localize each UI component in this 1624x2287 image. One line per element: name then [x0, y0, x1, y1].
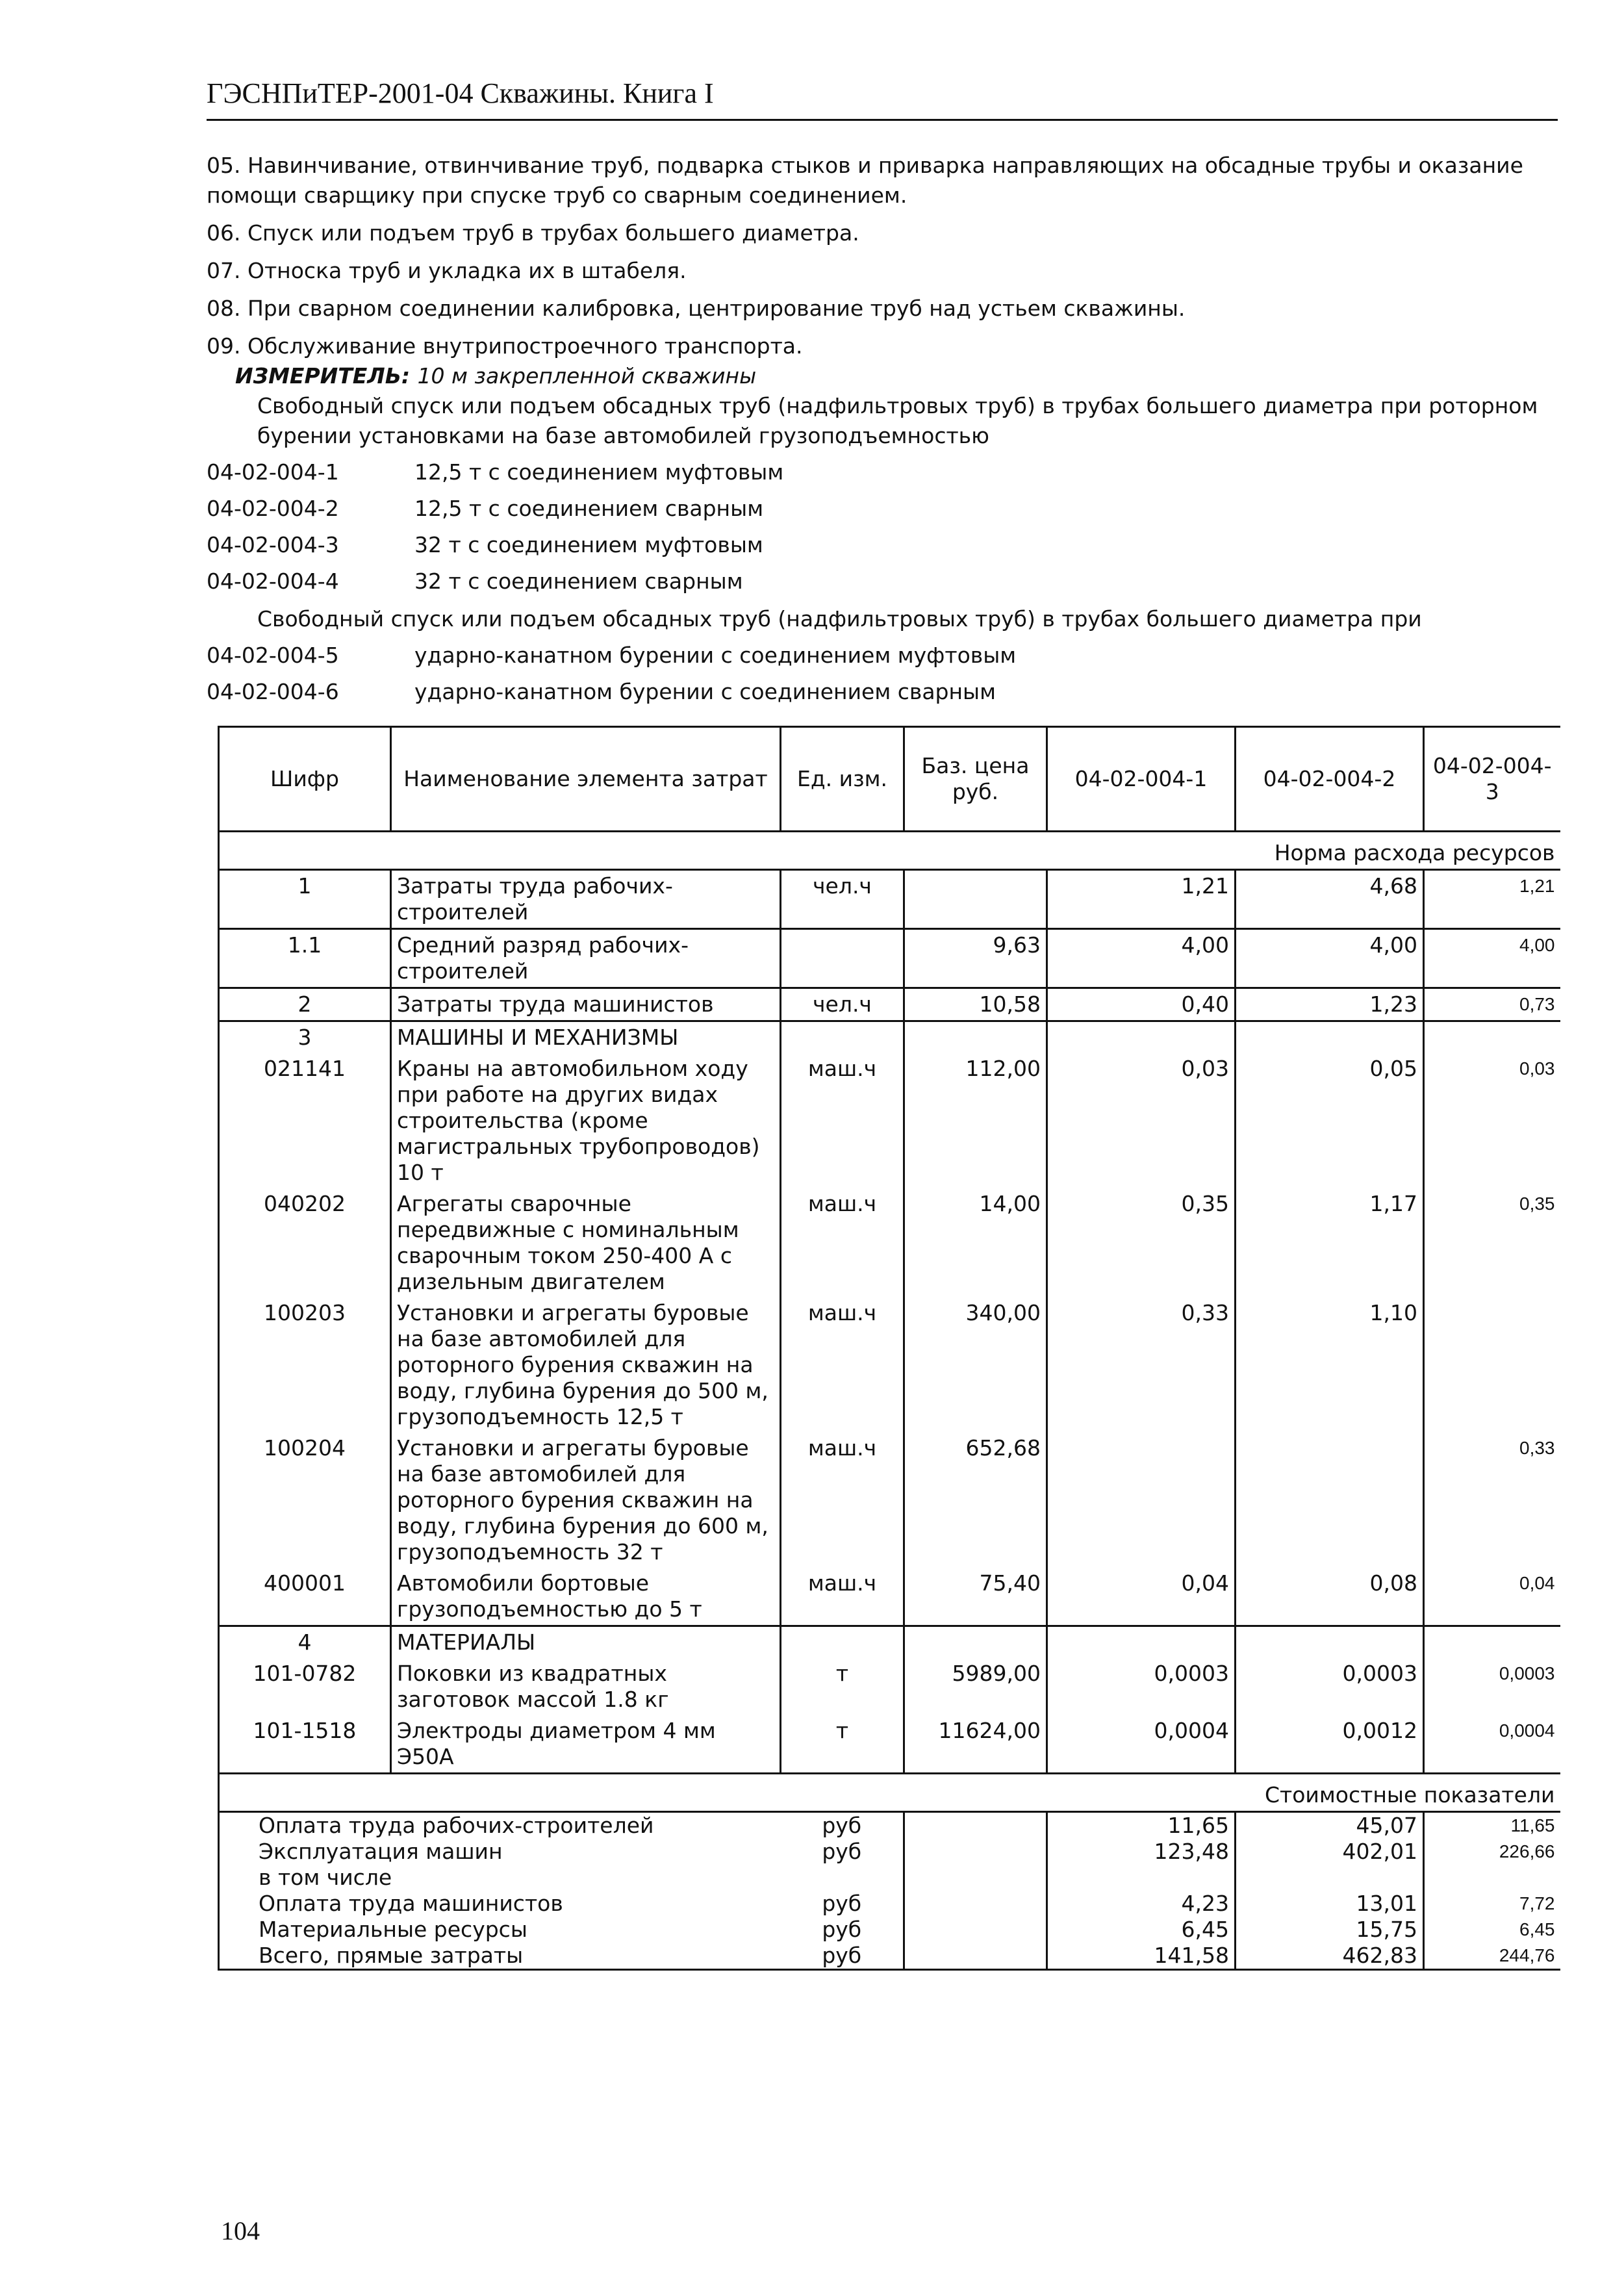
- table-row: [219, 1297, 1560, 1433]
- code-row: [207, 530, 1564, 560]
- cell-v2: 4,68: [1236, 870, 1424, 929]
- code-row: [207, 494, 1564, 524]
- cell-code: 100204: [219, 1433, 391, 1568]
- cost-v1: 141,58: [1047, 1943, 1236, 1970]
- norm-caption-row-text: Норма расхода ресурсов: [219, 832, 1560, 870]
- work-description: ударно-канатном бурении с соединением сварным: [414, 679, 996, 704]
- work-description: 12,5 т с соединением сварным: [414, 496, 764, 521]
- cell-v3: 0,0003: [1499, 1663, 1555, 1683]
- header-price: Баз. цена руб.: [904, 727, 1047, 832]
- intro-line-05a: 05. Навинчивание, отвинчивание труб, подварка стыков и приварка направляющих на обсадные трубы и оказание: [207, 153, 1523, 178]
- cell-v2: 0,0003: [1236, 1658, 1424, 1715]
- cell-code: 040202: [219, 1188, 391, 1297]
- cell-v1: 1,21: [1047, 870, 1236, 929]
- cell-unit: маш.ч: [781, 1053, 904, 1188]
- header-name: Наименование элемента затрат: [391, 727, 781, 832]
- cell-v1: 0,0003: [1047, 1658, 1236, 1715]
- page-number: 104: [221, 2216, 260, 2245]
- cell-v3: 0,04: [1424, 1568, 1560, 1626]
- cell-v2: [1236, 1626, 1424, 1659]
- cell-unit: маш.ч: [781, 1297, 904, 1433]
- cell-v2: 1,10: [1236, 1297, 1424, 1433]
- cost-v1: 11,65: [1047, 1812, 1236, 1839]
- cell-v2: [1236, 1433, 1424, 1568]
- cell-v1: [1047, 1626, 1236, 1659]
- code-row: [207, 641, 1564, 671]
- cell-price: 14,00: [904, 1188, 1047, 1297]
- cost-v2: 45,07: [1236, 1812, 1424, 1839]
- cell-name: Краны на автомобильном ходу при работе на других видах строительства (кроме магистральных трубопроводов) 10 т: [391, 1053, 781, 1188]
- cell-unit: чел.ч: [781, 870, 904, 929]
- header-unit: Ед. изм.: [781, 727, 904, 832]
- cell-name: Средний разряд рабочих-строителей: [391, 929, 781, 988]
- table-row: [219, 1053, 1560, 1188]
- measure-label: ИЗМЕРИТЕЛЬ:: [235, 363, 411, 389]
- cell-price: 9,63: [904, 929, 1047, 988]
- cell-v3: 0,33: [1519, 1438, 1555, 1458]
- cost-row: [219, 1917, 1560, 1943]
- work-description: 12,5 т с соединением муфтовым: [414, 459, 784, 485]
- table-row: [219, 988, 1560, 1021]
- cell-v3: 0,73: [1424, 988, 1560, 1021]
- cell-unit: [781, 929, 904, 988]
- desc-1a: Свободный спуск или подъем обсадных труб (надфильтровых труб) в трубах большего диаметра при роторном: [257, 393, 1538, 418]
- intro-line-05b: помощи сварщику при спуске труб со сварным соединением.: [207, 183, 907, 208]
- cell-price: 112,00: [904, 1053, 1047, 1188]
- cell-v1: 0,0004: [1047, 1715, 1236, 1774]
- cell-name: МАТЕРИАЛЫ: [391, 1626, 781, 1659]
- page-header: ГЭСНПиТЕР-2001-04 Скважины. Книга I: [207, 77, 1558, 121]
- cell-v1: 0,03: [1047, 1053, 1236, 1188]
- header-col-1: 04-02-004-1: [1047, 727, 1236, 832]
- cell-price: 340,00: [904, 1297, 1047, 1433]
- cell-price: [904, 1626, 1047, 1659]
- table-row: [219, 929, 1560, 988]
- table-row: [219, 1188, 1560, 1297]
- measure-unit: [207, 361, 1564, 391]
- header-code: Шифр: [219, 727, 391, 832]
- work-code: 04-02-004-2: [207, 496, 339, 521]
- resource-table: [218, 726, 1560, 1971]
- cost-name: Материальные ресурсы: [219, 1917, 781, 1943]
- cost-v3: 244,76: [1424, 1943, 1560, 1970]
- cell-v3: [1424, 1626, 1560, 1659]
- cost-v1: 4,23: [1047, 1891, 1236, 1917]
- work-code: 04-02-004-5: [207, 643, 339, 668]
- cost-row: [219, 1865, 1560, 1891]
- cell-price: 11624,00: [904, 1715, 1047, 1774]
- cell-v2: [1236, 1021, 1424, 1054]
- cell-v1: 4,00: [1047, 929, 1236, 988]
- work-code: 04-02-004-6: [207, 679, 339, 704]
- cost-caption-row: [219, 1774, 1560, 1812]
- cell-code: 021141: [219, 1053, 391, 1188]
- cell-price: [904, 1021, 1047, 1054]
- table-row: [219, 1715, 1560, 1774]
- intro-line-08: 08. При сварном соединении калибровка, центрирование труб над устьем скважины.: [207, 296, 1186, 321]
- cell-v2: 0,05: [1236, 1053, 1424, 1188]
- cell-code: 2: [219, 988, 391, 1021]
- cell-v3: [1424, 1297, 1560, 1433]
- cell-code: 101-0782: [219, 1658, 391, 1715]
- work-code: 04-02-004-3: [207, 532, 339, 557]
- cell-v3: 1,21: [1424, 870, 1560, 929]
- cell-code: 1.1: [219, 929, 391, 988]
- cell-v3: [1424, 1021, 1560, 1054]
- cell-v1: [1047, 1021, 1236, 1054]
- header-col-2: 04-02-004-2: [1236, 727, 1424, 832]
- cell-name: Агрегаты сварочные передвижные с номинальным сварочным током 250-400 А с дизельным двигателем: [391, 1188, 781, 1297]
- work-description: 32 т с соединением муфтовым: [414, 532, 763, 557]
- norm-caption-row: [219, 832, 1560, 870]
- cost-name: в том числе: [219, 1865, 781, 1891]
- cost-v2: 462,83: [1236, 1943, 1424, 1970]
- cost-spacer: [904, 1943, 1047, 1970]
- cell-name: Электроды диаметром 4 мм Э50А: [391, 1715, 781, 1774]
- table-row: [219, 1433, 1560, 1568]
- cell-v2: 0,08: [1236, 1568, 1424, 1626]
- cost-spacer: [904, 1812, 1047, 1839]
- cell-v1: 0,40: [1047, 988, 1236, 1021]
- cell-v1: 0,35: [1047, 1188, 1236, 1297]
- cost-unit: руб: [781, 1943, 904, 1970]
- cell-name: Затраты труда рабочих-строителей: [391, 870, 781, 929]
- cell-v2: 4,00: [1236, 929, 1424, 988]
- cell-unit: маш.ч: [781, 1568, 904, 1626]
- work-description: 32 т с соединением сварным: [414, 569, 743, 594]
- cell-v3: 0,0004: [1424, 1715, 1560, 1774]
- code-row: [207, 677, 1564, 707]
- code-row: [207, 567, 1564, 596]
- cell-unit: [781, 1626, 904, 1659]
- cost-v2: 15,75: [1236, 1917, 1424, 1943]
- cost-row: [219, 1891, 1560, 1917]
- cell-name: Поковки из квадратных заготовок массой 1.8 кг: [391, 1658, 781, 1715]
- cell-unit: чел.ч: [781, 988, 904, 1021]
- cell-price: 75,40: [904, 1568, 1047, 1626]
- cost-v3: 7,72: [1519, 1893, 1555, 1913]
- cost-unit: руб: [781, 1839, 904, 1865]
- table-row: [219, 1568, 1560, 1626]
- cell-unit: т: [781, 1715, 904, 1774]
- cost-name: Оплата труда рабочих-строителей: [219, 1812, 781, 1839]
- cell-v1: 0,04: [1047, 1568, 1236, 1626]
- cell-name: Установки и агрегаты буровые на базе автомобилей для роторного бурения скважин на воду, глубина бурения до 600 м, грузоподъемность 32 т: [391, 1433, 781, 1568]
- desc-1b: бурении установками на базе автомобилей грузоподъемностью: [257, 423, 989, 448]
- cell-unit: т: [781, 1658, 904, 1715]
- cell-name: Затраты труда машинистов: [391, 988, 781, 1021]
- cost-v1: 123,48: [1047, 1839, 1236, 1865]
- work-code: 04-02-004-4: [207, 569, 339, 594]
- cost-v3: 11,65: [1424, 1812, 1560, 1839]
- cost-row: [219, 1943, 1560, 1970]
- cost-spacer: [904, 1865, 1047, 1891]
- header-col-3: 04-02-004-3: [1424, 727, 1560, 832]
- cell-v2: 0,0012: [1236, 1715, 1424, 1774]
- cost-unit: руб: [781, 1891, 904, 1917]
- work-description: ударно-канатном бурении с соединением муфтовым: [414, 643, 1017, 668]
- cost-v3: [1424, 1865, 1560, 1891]
- cell-unit: маш.ч: [781, 1433, 904, 1568]
- cell-unit: [781, 1021, 904, 1054]
- cost-unit: руб: [781, 1812, 904, 1839]
- cell-name: Установки и агрегаты буровые на базе автомобилей для роторного бурения скважин на воду, глубина бурения до 500 м, грузоподъемность 12,5 т: [391, 1297, 781, 1433]
- cell-price: 10,58: [904, 988, 1047, 1021]
- intro-line-06: 06. Спуск или подъем труб в трубах большего диаметра.: [207, 220, 859, 246]
- intro-line-07: 07. Относка труб и укладка их в штабеля.: [207, 258, 687, 283]
- cost-spacer: [904, 1839, 1047, 1865]
- cell-code: 4: [219, 1626, 391, 1659]
- cell-code: 400001: [219, 1568, 391, 1626]
- code-row: [207, 457, 1564, 487]
- cell-v3: 0,35: [1519, 1194, 1555, 1214]
- cost-v1: 6,45: [1047, 1917, 1236, 1943]
- intro-text: [207, 151, 1564, 707]
- cost-spacer: [904, 1891, 1047, 1917]
- desc-2: Свободный спуск или подъем обсадных труб (надфильтровых труб) в трубах большего диаметра при: [257, 606, 1422, 632]
- cost-row: [219, 1812, 1560, 1839]
- cost-name: Всего, прямые затраты: [219, 1943, 781, 1970]
- cell-v2: 1,23: [1236, 988, 1424, 1021]
- measure-value: 10 м закрепленной скважины: [417, 363, 757, 389]
- cell-v1: 0,33: [1047, 1297, 1236, 1433]
- cost-name: Оплата труда машинистов: [219, 1891, 781, 1917]
- cost-v3: 226,66: [1499, 1841, 1555, 1861]
- work-code: 04-02-004-1: [207, 459, 339, 485]
- cell-code: 1: [219, 870, 391, 929]
- cost-row: [219, 1839, 1560, 1865]
- table-row: [219, 1658, 1560, 1715]
- cell-v3: 4,00: [1424, 929, 1560, 988]
- cost-spacer: [904, 1917, 1047, 1943]
- cell-unit: маш.ч: [781, 1188, 904, 1297]
- cell-price: [904, 870, 1047, 929]
- cell-v1: [1047, 1433, 1236, 1568]
- table-header-row: [219, 727, 1560, 832]
- cost-name: Эксплуатация машин: [219, 1839, 781, 1865]
- cost-unit: руб: [781, 1917, 904, 1943]
- table-row: [219, 870, 1560, 929]
- table-row: [219, 1021, 1560, 1054]
- cell-code: 100203: [219, 1297, 391, 1433]
- cell-code: 101-1518: [219, 1715, 391, 1774]
- cost-caption-row-text: Стоимостные показатели: [219, 1774, 1560, 1812]
- cell-name: Автомобили бортовые грузоподъемностью до 5 т: [391, 1568, 781, 1626]
- cost-v3: 6,45: [1519, 1919, 1555, 1939]
- cell-v2: 1,17: [1236, 1188, 1424, 1297]
- cost-unit: [781, 1865, 904, 1891]
- cost-v2: 402,01: [1236, 1839, 1424, 1865]
- cost-v1: [1047, 1865, 1236, 1891]
- cell-price: 652,68: [904, 1433, 1047, 1568]
- cell-name: МАШИНЫ И МЕХАНИЗМЫ: [391, 1021, 781, 1054]
- cell-price: 5989,00: [904, 1658, 1047, 1715]
- cost-v2: 13,01: [1236, 1891, 1424, 1917]
- cost-v2: [1236, 1865, 1424, 1891]
- table-row: [219, 1626, 1560, 1659]
- intro-line-09: 09. Обслуживание внутрипостроечного транспорта.: [207, 333, 803, 359]
- cell-code: 3: [219, 1021, 391, 1054]
- cell-v3: 0,03: [1519, 1058, 1555, 1079]
